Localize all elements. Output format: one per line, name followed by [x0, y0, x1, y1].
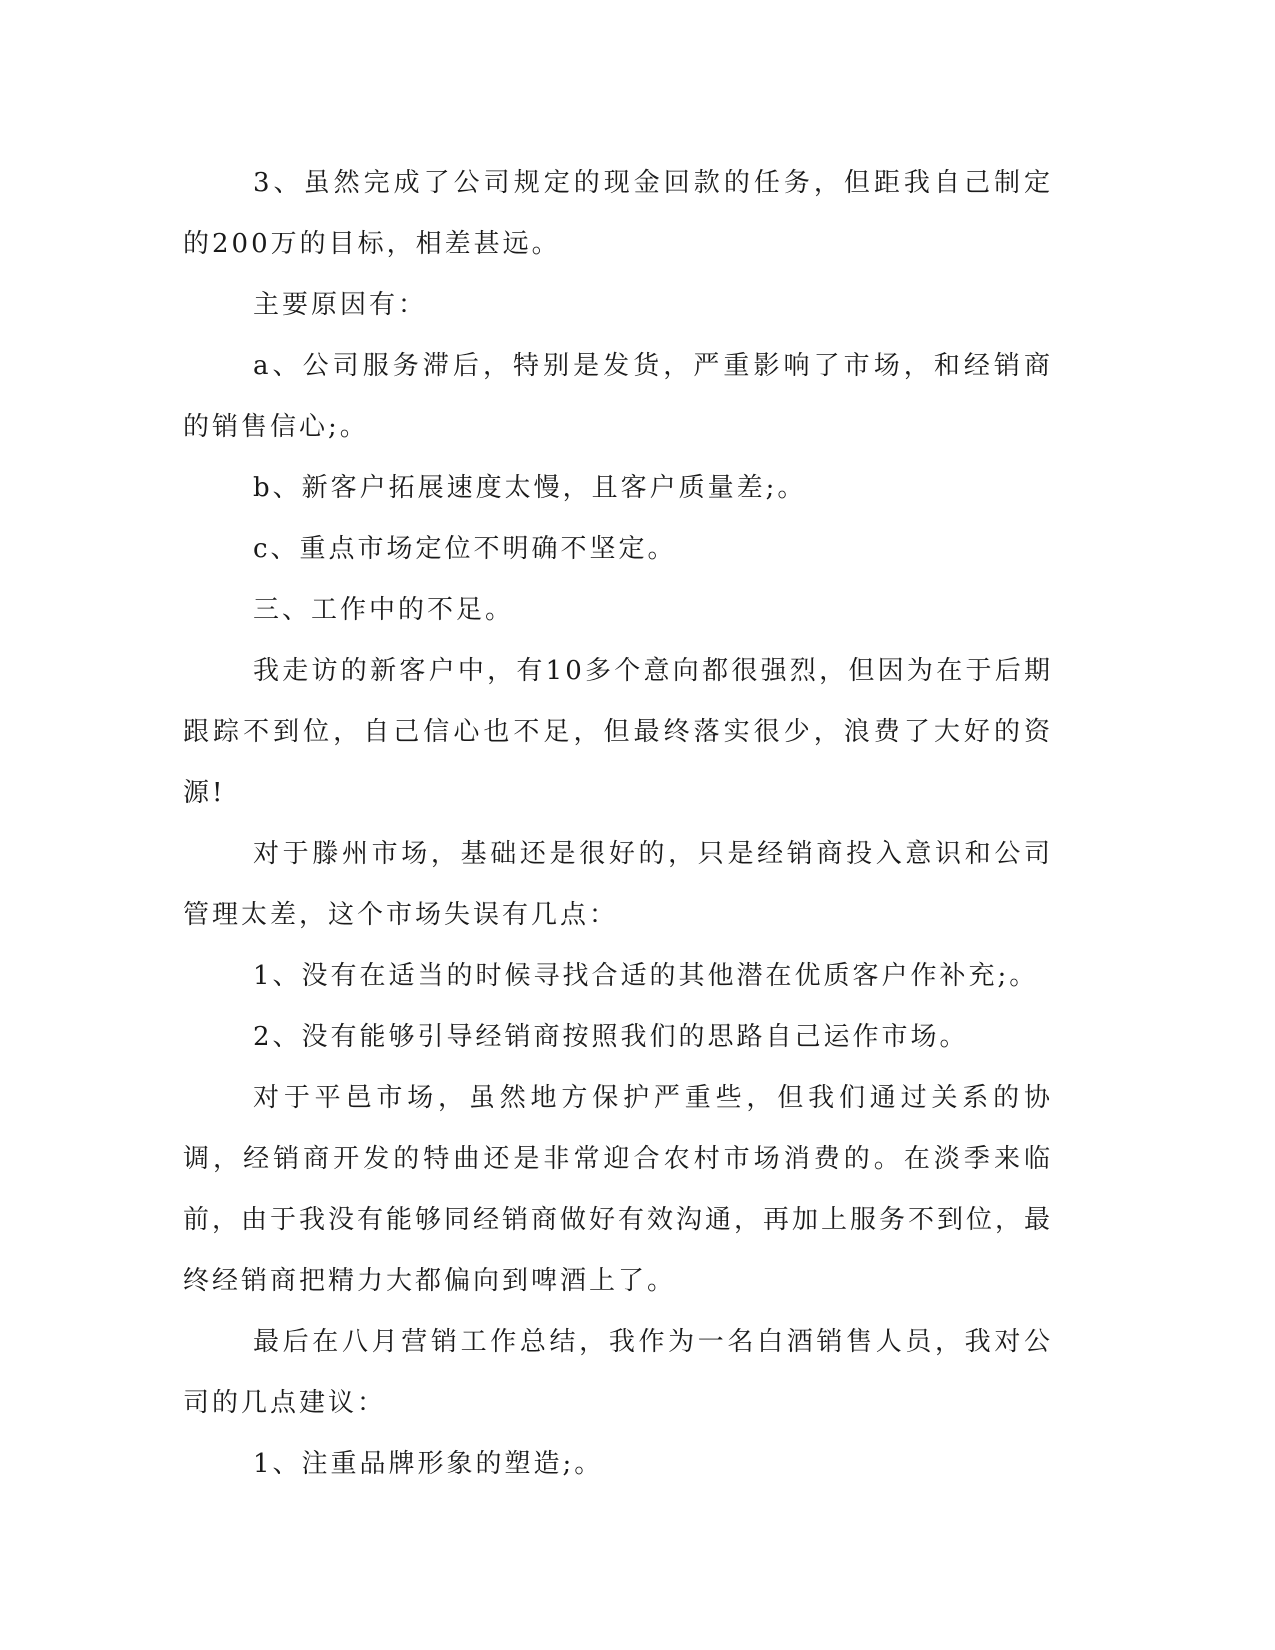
paragraph: c、重点市场定位不明确不坚定。	[253, 534, 677, 564]
paragraph: 3、虽然完成了公司规定的现金回款的任务，但距我自己制定的200万的目标，相差甚远。	[183, 168, 1053, 259]
paragraph: a、公司服务滞后，特别是发货，严重影响了市场，和经销商的销售信心;。	[183, 351, 1053, 442]
paragraph: 我走访的新客户中，有10多个意向都很强烈，但因为在于后期跟踪不到位，自己信心也不足，但最终落实很少，浪费了大好的资源!	[183, 656, 1053, 808]
document-body	[183, 153, 1053, 1495]
paragraph: 主要原因有：	[253, 290, 428, 320]
paragraph: 2、没有能够引导经销商按照我们的思路自己运作市场。	[253, 1022, 969, 1052]
paragraph: 对于平邑市场，虽然地方保护严重些，但我们通过关系的协调，经销商开发的特曲还是非常迎合农村市场消费的。在淡季来临前，由于我没有能够同经销商做好有效沟通，再加上服务不到位，最终经销商把精力大都偏向到啤酒上了。	[183, 1083, 1054, 1296]
paragraph: 对于滕州市场，基础还是很好的，只是经销商投入意识和公司管理太差，这个市场失误有几点：	[183, 839, 1053, 930]
paragraph: 1、注重品牌形象的塑造;。	[253, 1449, 604, 1479]
paragraph: 最后在八月营销工作总结，我作为一名白酒销售人员，我对公司的几点建议：	[183, 1327, 1053, 1418]
paragraph: 三、工作中的不足。	[253, 595, 515, 625]
paragraph: 1、没有在适当的时候寻找合适的其他潜在优质客户作补充;。	[253, 961, 1039, 991]
paragraph: b、新客户拓展速度太慢，且客户质量差;。	[253, 473, 807, 503]
